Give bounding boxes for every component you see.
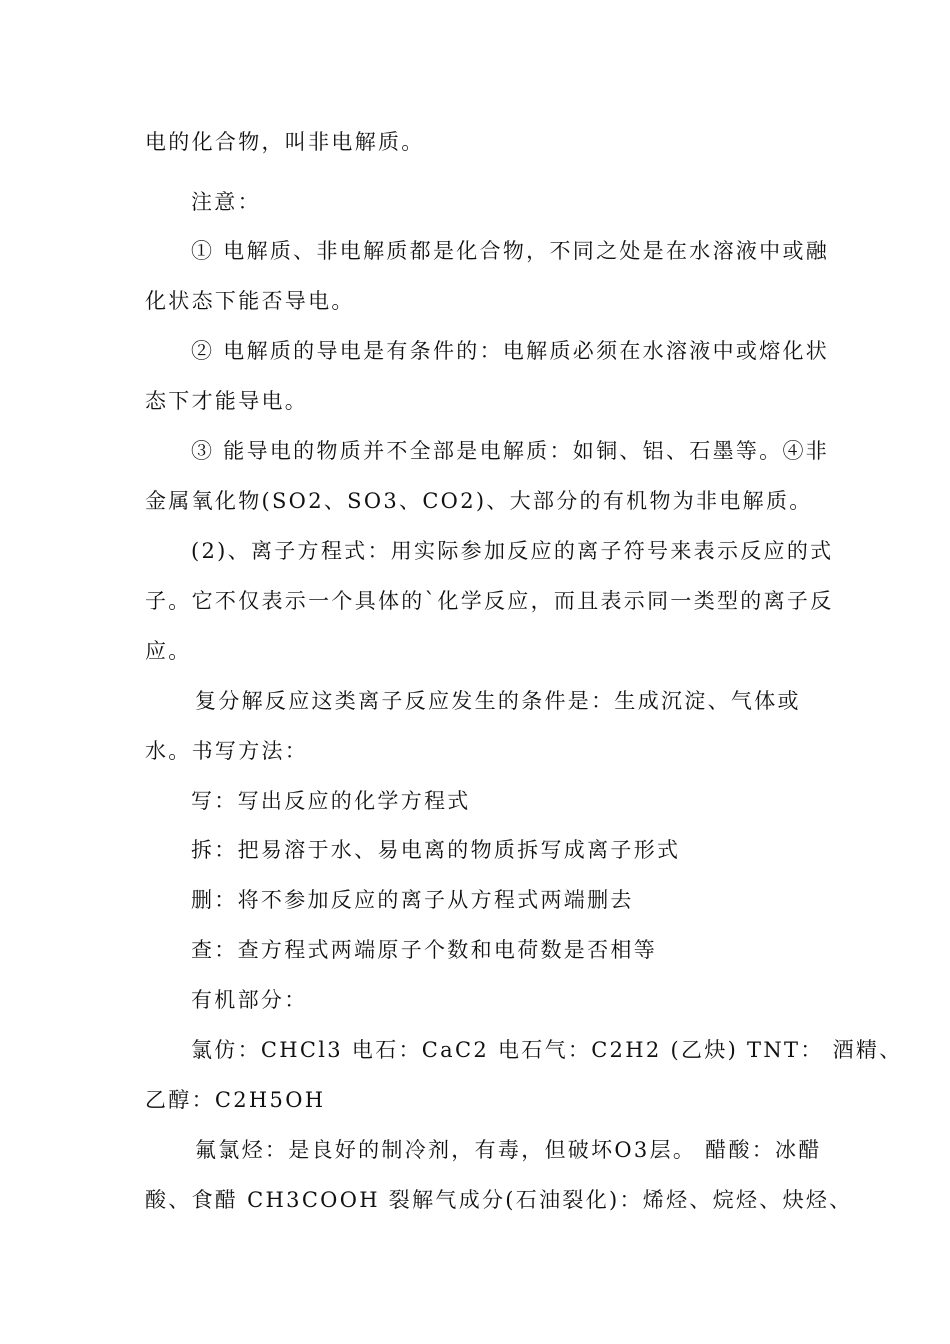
text-line: ③ 能导电的物质并不全部是电解质：如铜、铝、石墨等。④非 xyxy=(191,439,830,463)
text-line: 有机部分： xyxy=(191,988,308,1012)
text-line: 删：将不参加反应的离子从方程式两端删去 xyxy=(191,888,634,912)
text-line: 注意： xyxy=(191,190,261,214)
text-line: 氟氯烃：是良好的制冷剂，有毒，但破坏O3层。 醋酸：冰醋 xyxy=(195,1138,822,1162)
text-line: 酸、食醋 CH3COOH 裂解气成分(石油裂化)：烯烃、烷烃、炔烃、 xyxy=(145,1188,853,1212)
text-line: 金属氧化物(SO2、SO3、CO2)、大部分的有机物为非电解质。 xyxy=(145,489,813,513)
text-line: 乙醇：C2H5OH xyxy=(145,1088,326,1112)
text-line: 查：查方程式两端原子个数和电荷数是否相等 xyxy=(191,938,657,962)
text-line: 态下才能导电。 xyxy=(145,389,309,413)
text-line: ② 电解质的导电是有条件的：电解质必须在水溶液中或熔化状 xyxy=(191,339,830,363)
text-line: 写：写出反应的化学方程式 xyxy=(191,789,471,813)
text-line: 电的化合物，叫非电解质。 xyxy=(145,130,425,154)
text-line: 氯仿：CHCl3 电石：CaC2 电石气：C2H2 (乙炔) TNT： 酒精、 xyxy=(191,1038,903,1062)
text-line: 拆：把易溶于水、易电离的物质拆写成离子形式 xyxy=(191,838,681,862)
text-line: 水。书写方法： xyxy=(145,739,309,763)
text-line: (2)、离子方程式：用实际参加反应的离子符号来表示反应的式 xyxy=(191,539,834,563)
text-line: 复分解反应这类离子反应发生的条件是：生成沉淀、气体或 xyxy=(195,689,801,713)
text-line: 化状态下能否导电。 xyxy=(145,289,355,313)
text-line: 子。它不仅表示一个具体的`化学反应，而且表示同一类型的离子反 xyxy=(145,589,834,613)
text-line: 应。 xyxy=(145,639,192,663)
text-line: ① 电解质、非电解质都是化合物，不同之处是在水溶液中或融 xyxy=(191,239,830,263)
